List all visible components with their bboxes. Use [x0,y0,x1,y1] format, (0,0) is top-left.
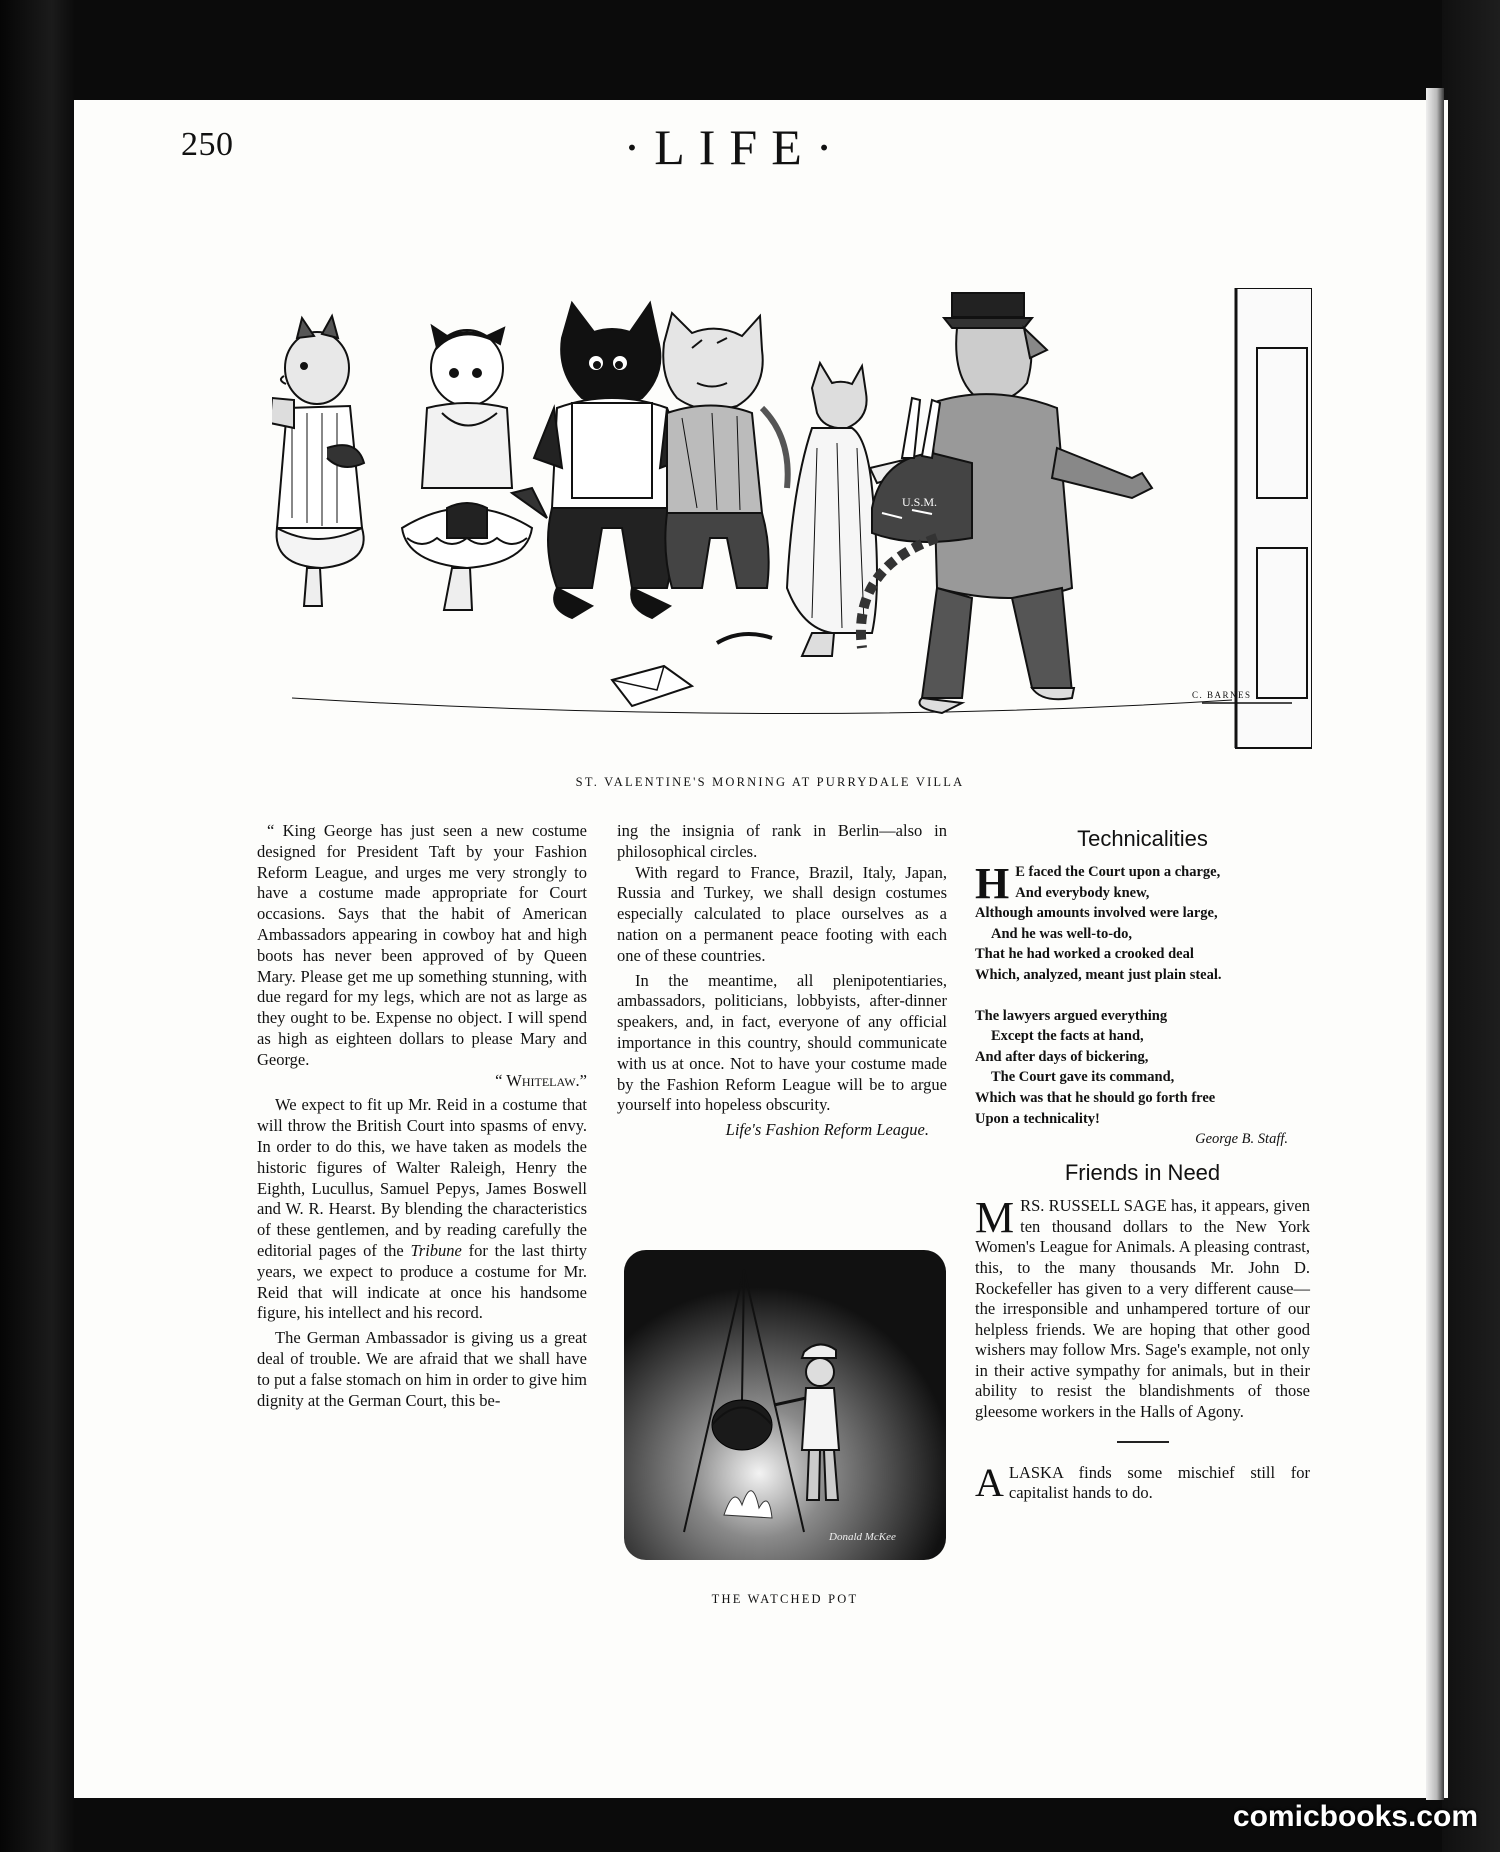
column-2 [617,821,947,1141]
cat-boy-tabby [663,313,787,588]
page-gutter [1426,88,1444,1800]
col2-paragraph-2: With regard to France, Brazil, Italy, Japan, Russia and Turkey, we shall design costumes especially calculated to place ourselves as a nation on a permanent peace footing with each one of these countries. [617,862,947,965]
cats-valentine-illustration [272,288,1312,760]
poem-line: And he was well-to-do, [991,925,1132,942]
top-illustration-caption: ST. VALENTINE'S MORNING AT PURRYDALE VILLA [575,775,965,789]
poem-line: Upon a technicality! [975,1110,1100,1127]
cat-girl-2 [402,326,547,610]
pot-illustration-caption: THE WATCHED POT [711,1592,859,1606]
masthead-title: ·LIFE· [623,119,847,175]
col1-paragraph-3: The German Ambassador is giving us a great deal of trouble. We are afraid that we shall have to put a false stomach on him in order to give him dignity at the German Court, this be- [257,1328,587,1410]
technicalities-author: George B. Staff. [1195,1131,1288,1148]
poem-line: And after days of bickering, [975,1048,1149,1065]
poem-line: E faced the Court upon a charge, [1015,864,1221,880]
section-divider [1117,1441,1169,1443]
technicalities-title: Technicalities [1077,826,1208,851]
page-number: 250 [181,126,234,163]
cat-postman [861,293,1152,713]
top-artist-signature: C. BARNES [1192,690,1252,700]
friends-lead: RS. RUSSELL SAGE [1020,1196,1167,1216]
pot-artist-signature: Donald McKee [829,1531,896,1543]
technicalities-drop-cap: H [975,859,1010,908]
alaska-body: finds some mischief still for capitalist hands to do. [1008,1462,1310,1503]
column-3 [975,820,1310,1504]
col1-paragraph-1: “ King George has just seen a new costume designed for President Taft by your Fashion Reform League, and urges me very strongly to have a costume made appropriate for Court occasions. Says that the habit of American Ambassadors appearing in cowboy hat and high boots has never been approved of by Queen Mary. Please get me up something stunning, with due regard for my legs, which are not as large as they ought to be. Expense no object. I will spend as high as eighteen dollars to please Mary and George. [257,821,587,1069]
friends-in-need-title: Friends in Need [1064,1160,1221,1186]
col2-continuation: ing the insignia of rank in Berlin—also in philosophical circles. [617,821,947,861]
col1-signature: “ Whitelaw.” [495,1070,587,1090]
watermark: comicbooks.com [1232,1800,1478,1833]
friends-drop-cap: M [975,1193,1015,1243]
alaska-text [975,1459,1310,1505]
poem-line: The Court gave its command, [991,1069,1175,1086]
technicalities-poem [975,859,1310,1129]
watched-pot-illustration [624,1250,946,1560]
friends-in-need-text [975,1193,1310,1423]
valentine-envelope [612,666,692,706]
poem-line: Which, analyzed, meant just plain steal. [975,966,1222,983]
mail-bag-text: U.S.M. [902,495,938,509]
scan-left-edge [0,0,74,1852]
scan-right-edge [1442,0,1500,1852]
poem-line: And everybody knew, [1015,884,1150,901]
poem-line: Which was that he should go forth free [975,1089,1216,1106]
poem-line: Except the facts at hand, [991,1028,1144,1045]
column-1 [257,821,587,1411]
col2-paragraph-3: In the meantime, all plenipotentiaries, ambassadors, politicians, lobbyists, after-dinner speakers, and, in fact, everyone of any official importance in this country, should communicate with us at once. Not to have your costume made by the Fashion Reform League will be to argue yourself into hopeless obscurity. [617,970,947,1115]
col1-paragraph-2: We expect to fit up Mr. Reid in a costume that will throw the British Court into spasms of envy. In order to do this, we have taken as models the historic figures of Walter Raleigh, Henry the Eighth, Lucullus, Samuel Pepys, James Boswell and W. R. Hearst. By blending the characteristics of these gentlemen, and by reading carefully the editorial pages of the Tribune for the last thirty years, we expect to produce a costume for Mr. Reid that will indicate at once his handsome figure, his intellect and his record. [257,1095,587,1323]
poem-line: Although amounts involved were large, [975,905,1218,922]
alaska-drop-cap: A [975,1459,1004,1505]
alaska-lead: LASKA [1008,1462,1063,1482]
cat-girl-1 [272,316,364,606]
poem-line: The lawyers argued everything [975,1007,1168,1024]
friends-body: has, it appears, given ten thousand dollars to the New York Women's League for Animals. A pleasing contrast, this, to the many thousands Mr. John D. Rockefeller has given to a very different cause—the irresponsible and unhampered torture of our helpless friends. We are hoping that other good wishers may follow Mrs. Sage's example, not only in their active sympathy for animals, but in their ability to resist the blandishments of those gleesome workers in the Halls of Agony. [975,1196,1310,1422]
col2-signature: Life's Fashion Reform League. [725,1120,929,1140]
poem-line: That he had worked a crooked deal [975,946,1194,963]
